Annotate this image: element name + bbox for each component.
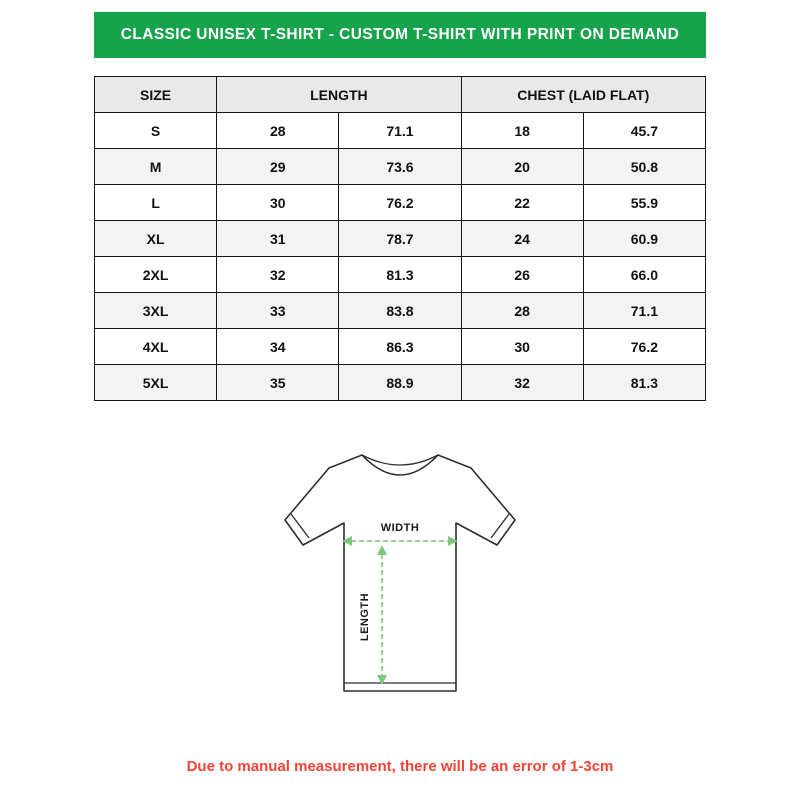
length-label: LENGTH [359,592,371,642]
chest-cm-cell: 50.8 [583,149,705,185]
length-cm-cell: 71.1 [339,113,461,149]
measurement-note: Due to manual measurement, there will be an error of 1-3cm [186,758,614,775]
length-cm-cell: 86.3 [339,329,461,365]
length-inches-cell: 35 [217,365,339,401]
length-cm-cell: 76.2 [339,185,461,221]
chest-cm-cell: 60.9 [583,221,705,257]
table-row [95,149,706,185]
length-cm-cell: 83.8 [339,293,461,329]
length-inches-cell: 30 [217,185,339,221]
length-inches-cell: 32 [217,257,339,293]
size-cell: 3XL [95,293,217,329]
tshirt-body-outline [285,455,515,691]
size-cell: M [95,149,217,185]
size-cell: 5XL [95,365,217,401]
chest-cm-cell: 45.7 [583,113,705,149]
table-row [95,293,706,329]
length-cm-cell: 73.6 [339,149,461,185]
tshirt-measurement-diagram [240,421,560,736]
page-title: CLASSIC UNISEX T-SHIRT - CUSTOM T-SHIRT WITH PRINT ON DEMAND [120,26,680,43]
chest-inches-cell: 18 [461,113,583,149]
chest-cm-cell: 76.2 [583,329,705,365]
length-inches-cell: 29 [217,149,339,185]
size-cell: XL [95,221,217,257]
length-inches-cell: 31 [217,221,339,257]
length-inches-cell: 28 [217,113,339,149]
table-row [95,329,706,365]
size-cell: 4XL [95,329,217,365]
table-row [95,257,706,293]
chest-cm-cell: 81.3 [583,365,705,401]
size-cell: L [95,185,217,221]
header-chest: CHEST (LAID FLAT) [461,77,705,113]
size-chart-table [94,76,706,401]
chest-cm-cell: 55.9 [583,185,705,221]
length-cm-cell: 78.7 [339,221,461,257]
tshirt-outline-svg [245,421,555,731]
length-cm-cell: 81.3 [339,257,461,293]
table-header-row [95,77,706,113]
chest-inches-cell: 26 [461,257,583,293]
table-row [95,113,706,149]
collar-line [362,455,438,465]
chest-cm-cell: 66.0 [583,257,705,293]
chest-inches-cell: 20 [461,149,583,185]
chest-inches-cell: 24 [461,221,583,257]
size-cell: S [95,113,217,149]
table-row [95,365,706,401]
chest-inches-cell: 32 [461,365,583,401]
table-row [95,185,706,221]
chest-inches-cell: 28 [461,293,583,329]
chest-inches-cell: 22 [461,185,583,221]
length-cm-cell: 88.9 [339,365,461,401]
header-size: SIZE [95,77,217,113]
length-inches-cell: 33 [217,293,339,329]
width-label: WIDTH [380,522,420,534]
chest-cm-cell: 71.1 [583,293,705,329]
chest-inches-cell: 30 [461,329,583,365]
title-banner [94,12,706,58]
size-cell: 2XL [95,257,217,293]
table-row [95,221,706,257]
length-inches-cell: 34 [217,329,339,365]
header-length: LENGTH [217,77,461,113]
